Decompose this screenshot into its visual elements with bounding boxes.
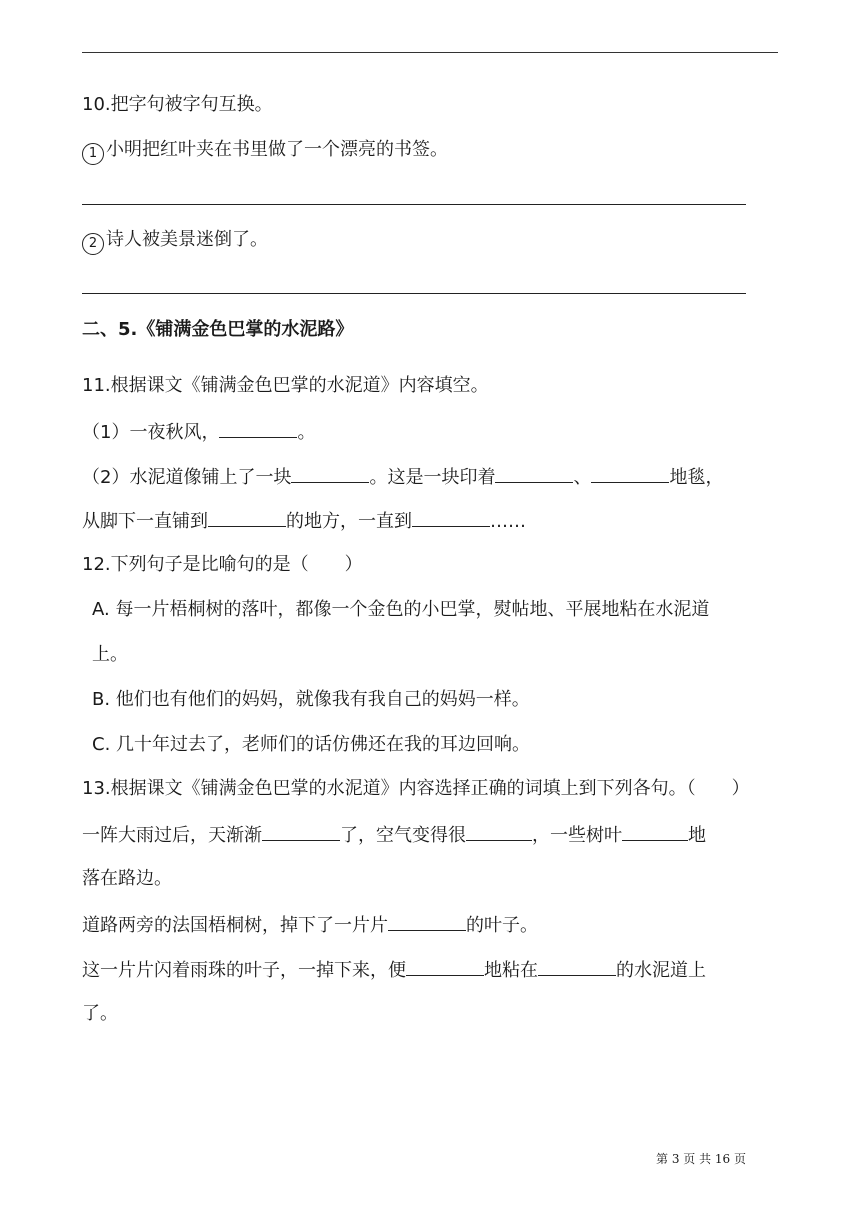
q13-line-1-text-b: 了，空气变得很 xyxy=(340,825,466,846)
q12-option-c[interactable]: C. 几十年过去了，老师们的话仿佛还在我的耳边回响。 xyxy=(92,734,531,755)
fill-blank[interactable] xyxy=(538,957,616,976)
q13-line-5: 了。 xyxy=(82,1003,118,1024)
q13-line-1 xyxy=(82,822,706,848)
q11-part-3-text: 从脚下一直铺到 xyxy=(82,511,208,532)
q11-part-3-ellipsis: …… xyxy=(490,511,526,532)
q13-line-4 xyxy=(82,957,706,983)
q12-option-a[interactable]: A. 每一片梧桐树的落叶，都像一个金色的小巴掌，熨帖地、平展地粘在水泥道 xyxy=(92,599,710,620)
fill-blank[interactable] xyxy=(412,508,490,527)
header-rule xyxy=(82,52,778,53)
fill-blank[interactable] xyxy=(495,464,573,483)
fill-blank[interactable] xyxy=(388,912,466,931)
q11-part-2-text-d: 地毯， xyxy=(669,467,724,488)
q10-item-1-text: 小明把红叶夹在书里做了一个漂亮的书签。 xyxy=(106,139,448,160)
fill-blank[interactable] xyxy=(622,822,688,841)
q11-part-1-text: （1）一夜秋风， xyxy=(82,422,220,443)
circled-number-1: 1 xyxy=(82,143,104,165)
section-title: 二、5.《铺满金色巴掌的水泥路》 xyxy=(82,319,354,340)
q13-line-1-text-c: ，一些树叶 xyxy=(532,825,622,846)
q13-line-3-text-b: 的叶子。 xyxy=(466,915,538,936)
q13-title: 13.根据课文《铺满金色巴掌的水泥道》内容选择正确的词填上到下列各句。（ ） xyxy=(82,778,750,799)
q13-line-4-text: 这一片片闪着雨珠的叶子，一掉下来，便 xyxy=(82,960,406,981)
fill-blank[interactable] xyxy=(219,419,297,438)
q13-line-3-text: 道路两旁的法国梧桐树，掉下了一片片 xyxy=(82,915,388,936)
q11-part-3-text-b: 的地方，一直到 xyxy=(286,511,412,532)
q13-line-2: 落在路边。 xyxy=(82,868,172,889)
q13-line-4-text-b: 地粘在 xyxy=(484,960,538,981)
q10-item-1 xyxy=(82,138,448,165)
q10-title: 10.把字句被字句互换。 xyxy=(82,94,273,115)
q11-part-2-text-b: 。这是一块印着 xyxy=(369,467,496,488)
q13-line-4-text-c: 的水泥道上 xyxy=(616,960,706,981)
q13-line-3 xyxy=(82,912,538,938)
fill-blank[interactable] xyxy=(208,508,286,527)
q10-item-2 xyxy=(82,228,268,255)
q11-part-1 xyxy=(82,419,315,445)
fill-blank[interactable] xyxy=(406,957,484,976)
q13-line-1-text-d: 地 xyxy=(688,825,706,846)
fill-blank[interactable] xyxy=(262,822,340,841)
q11-part-1-end: 。 xyxy=(297,422,316,443)
q10-item-2-text: 诗人被美景迷倒了。 xyxy=(106,229,268,250)
circled-number-2: 2 xyxy=(82,233,104,255)
q13-line-1-text: 一阵大雨过后，天渐渐 xyxy=(82,825,262,846)
q12-option-a-cont: 上。 xyxy=(92,644,128,665)
answer-line-2[interactable] xyxy=(82,293,746,294)
fill-blank[interactable] xyxy=(591,464,669,483)
q11-part-2-text: （2）水泥道像铺上了一块 xyxy=(82,467,292,488)
q12-title: 12.下列句子是比喻句的是（ ） xyxy=(82,554,363,575)
q11-part-2-text-c: 、 xyxy=(573,467,592,488)
fill-blank[interactable] xyxy=(466,822,532,841)
q11-part-2 xyxy=(82,464,723,490)
q11-part-3 xyxy=(82,508,526,534)
page-number: 第 3 页 共 16 页 xyxy=(656,1152,746,1166)
fill-blank[interactable] xyxy=(291,464,369,483)
q11-title: 11.根据课文《铺满金色巴掌的水泥道》内容填空。 xyxy=(82,375,489,396)
answer-line-1[interactable] xyxy=(82,204,746,205)
q12-option-b[interactable]: B. 他们也有他们的妈妈，就像我有我自己的妈妈一样。 xyxy=(92,689,530,710)
